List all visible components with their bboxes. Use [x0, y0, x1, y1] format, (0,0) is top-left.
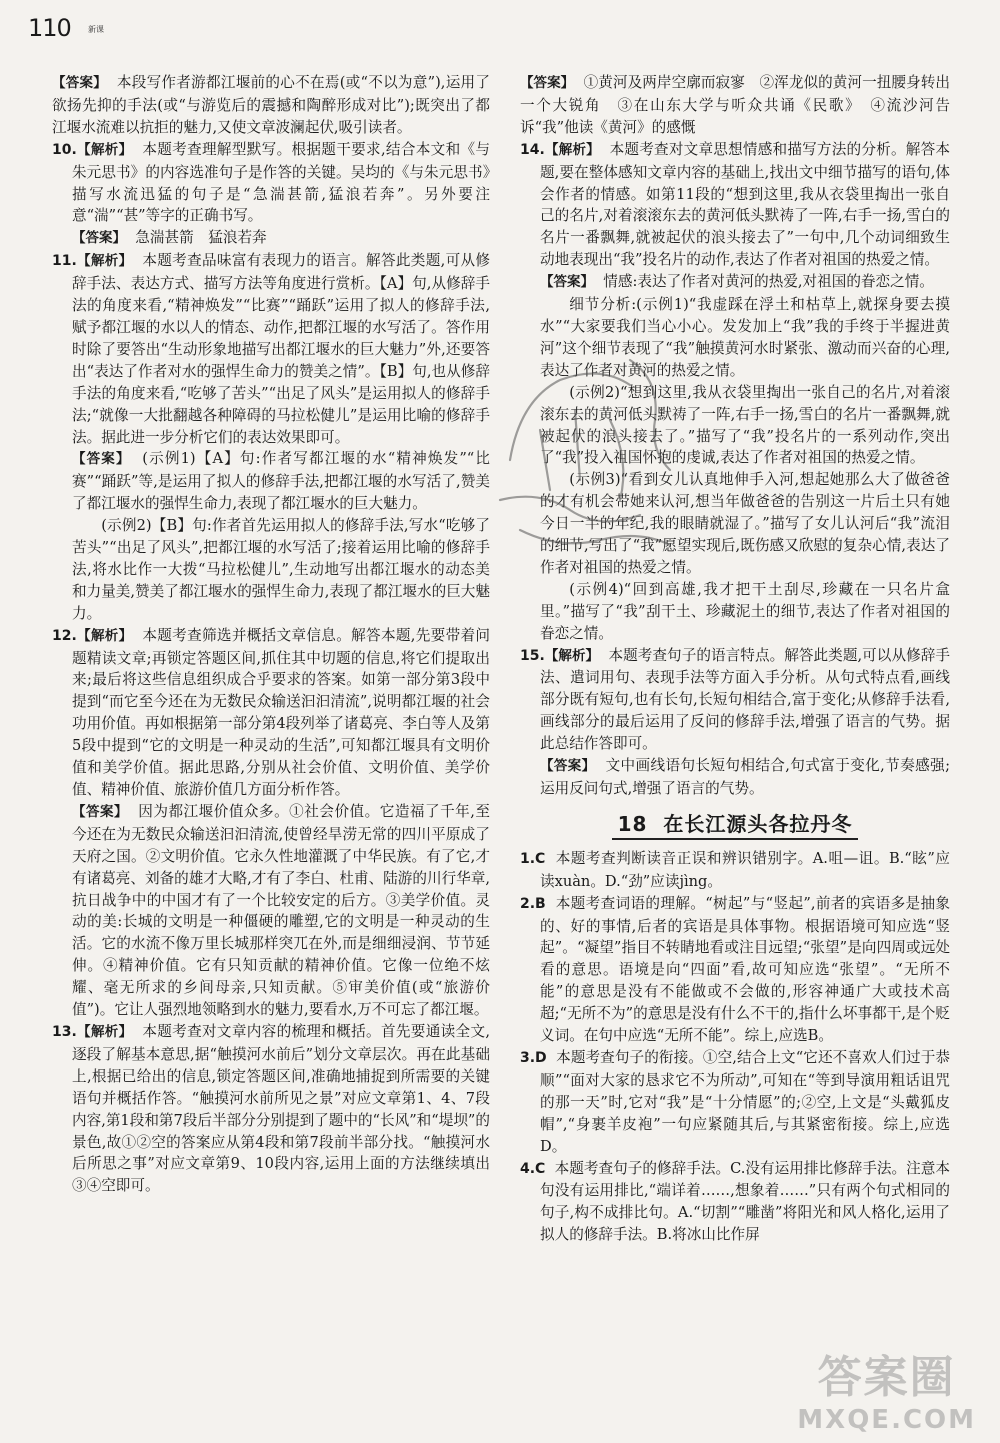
question-13	[52, 1021, 490, 1197]
section-title: 在长江源头各拉丹冬	[663, 811, 853, 836]
answer-tag: 【答案】	[540, 274, 594, 291]
analysis-text: 本题考查理解型默写。根据题干要求,结合本文和《与朱元思书》的内容选准句子是作答的关键。吴均的《与朱元思书》描写水流迅猛的句子是“急湍甚箭,猛浪若奔”。另外要注意“湍”“甚”等字的正确书写。	[72, 140, 490, 225]
question-number: 1.C	[520, 850, 546, 867]
analysis-tag: 【解析】	[544, 647, 600, 664]
answer-example: (示例2)【B】句:作者首先运用拟人的修辞手法,写水“吃够了苦头”“出足了风头”,把都江堰的水写活了;接着运用比喻的修辞手法,将水比作一大拨“马拉松健儿”,生动地写出都江堰水的动态美和力量美,赞美了都江堰水的强悍生命力,表现了都江堰水的巨大魅力。	[72, 517, 490, 622]
question-number: 13.	[52, 1023, 77, 1040]
answer-text: 情感:表达了作者对黄河的热爱,对祖国的眷恋之情。	[603, 273, 934, 291]
question-number: 15.	[520, 647, 545, 664]
answer-text: 急湍甚箭 猛浪若奔	[135, 229, 267, 247]
section-heading	[520, 811, 950, 836]
analysis-tag: 【解析】	[544, 141, 600, 158]
question-number: 12.	[52, 627, 77, 644]
analysis-text: 本题考查筛选并概括文章信息。解答本题,先要带着问题精读文章;再锁定答题区间,抓住其中切题的信息,将它们提取出来;最后将这些信息组织成合乎要求的答案。如第一部分第3段中提到“而它至今还在为无数民众输送汩汩清流”,说明都江堰的社会功用价值。再如根据第一部分第4段列举了诸葛亮、李白等人及第5段中提到“它的文明是一种灵动的生活”,可知都江堰具有文明价值和美学价值。据此思路,分别从社会价值、文明价值、美学价值、精神价值、旅游价值几方面分析作答。	[72, 626, 490, 798]
left-column	[52, 72, 490, 1197]
page-number: 110	[28, 14, 71, 42]
answer-text: 文中画线语句长短句相结合,句式富于变化,节奏感强;运用反问句式,增强了语言的气势。	[540, 757, 950, 797]
analysis-text: 本题考查品味富有表现力的语言。解答此类题,可从修辞手法、表达方式、描写方法等角度进行赏析。【A】句,从修辞手法的角度来看,“精神焕发”“比赛”“踊跃”运用了拟人的修辞手法,赋予都江堰的水以人的情态、动作,把都江堰的水写活了。答作用时除了要答出“生动形象地描写出都江堰水的巨大魅力”外,还要答出“表达了作者对水的强悍生命力的赞美之情”。【B】句,也从修辞手法的角度来看,“吃够了苦头”“出足了风头”是运用拟人的修辞手法;“就像一大批翻越各种障碍的马拉松健儿”是运用比喻的修辞手法。据此进一步分析它们的表达效果即可。	[72, 252, 490, 446]
answer-tag: 【答案】	[520, 75, 575, 91]
question-number: 11.	[52, 253, 77, 270]
answer-text: 因为都江堰价值众多。①社会价值。它造福了千年,至今还在为无数民众输送汩汩清流,使曾经旱涝无常的四川平原成了天府之国。②文明价值。它永久性地灌溉了中华民族。有了它,才有诸葛亮、刘备的雄才大略,才有了李白、杜甫、陆游的川行华章,抗日战争中的中国才有了一个比较安定的后方。③美学价值。灵动的美:长城的文明是一种僵硬的雕塑,它的文明是一种灵动的生活。它的水流不像万里长城那样突兀在外,而是细细浸润、节节延伸。④精神价值。它有只知贡献的精神价值。它像一位绝不炫耀、毫无所求的乡间母亲,只知贡献。⑤审美价值(或“旅游价值”)。它让人强烈地领略到水的魅力,要看水,万不可忘了都江堰。	[72, 802, 491, 1019]
section-question-1	[520, 848, 950, 893]
analysis-tag: 【解析】	[76, 253, 133, 270]
analysis-text: 本题考查句子的语言特点。解答此类题,可以从修辞手法、遣词用句、表现手法等方面入手分析。从句式特点看,画线部分既有短句,也有长句,长短句相结合,富于变化;从修辞手法看,画线部分的最后运用了反问的修辞手法,增强了语言的气势。据此总结作答即可。	[540, 646, 950, 753]
answer-example: (示例2)“想到这里,我从衣袋里掏出一张自己的名片,对着滚滚东去的黄河低头默祷了一阵,右手一扬,雪白的名片一番飘舞,就被起伏的浪头接去了。”描写了“我”投名片的一系列动作,突出了“我”投入祖国怀抱的虔诚,表达了作者对祖国的热爱之情。	[540, 383, 950, 467]
answer-tag: 【答案】	[72, 803, 128, 820]
question-14	[520, 139, 950, 645]
watermark-logo-text: 答案圈	[817, 1352, 956, 1403]
analysis-text: 本题考查词语的理解。“树起”与“竖起”,前者的宾语多是抽象的、好的事情,后者的宾语是具体事物。根据语境可知应选“竖起”。“凝望”指目不转睛地看或注目远望;“张望”是向四周或远处看的意思。语境是向“四面”看,故可知应选“张望”。“无所不能”的意思是没有不能做或不会做的,形容神通广大或技术高超;“无所不为”的意思是没有什么不干的,指什么坏事都干,是个贬义词。在句中应选“无所不能”。综上,应选B。	[540, 894, 951, 1045]
question-number: 10.	[52, 141, 77, 158]
section-question-4	[520, 1158, 950, 1247]
analysis-text: 本题考查句子的修辞手法。C.没有运用排比修辞手法。注意本句没有运用排比,“端详着……,想象着……”只有两个句式相同的句子,构不成排比句。A.“切割”“雕凿”将阳光和风人格化,运用了拟人的修辞手法。B.将冰山比作屏	[540, 1159, 950, 1244]
right-column	[520, 72, 950, 1246]
question-12	[52, 625, 490, 1021]
answer-tag: 【答案】	[72, 451, 131, 468]
answer-example: 细节分析:(示例1)“我虚踩在浮土和枯草上,就探身要去摸水”“大家要我们当心小心。发发加上“我”我的手终于半握进黄河”这个细节表现了“我”触摸黄河水时紧张、激动而兴奋的心理,表达了作者对黄河的热爱之情。	[540, 296, 950, 379]
question-number: 2.B	[520, 895, 546, 912]
answer-text: 本段写作者游都江堰前的心不在焉(或“不以为意”),运用了欲扬先抑的手法(或“与游览后的震撼和陶醉形成对比”);既突出了都江堰水流难以抗拒的魅力,又使文章波澜起伏,吸引读者。	[52, 74, 491, 136]
analysis-text: 本题考查句子的衔接。①空,结合上文“它还不喜欢人们过于恭顺”“面对大家的恳求它不为所动”,可知在“等到导演用粗话诅咒的那一天”时,它对“我”是“十分情愿”的;②空,上文是“头戴狐皮帽”,“身裹羊皮袍”一句应紧随其后,与其紧密衔接。综上,应选D。	[540, 1048, 950, 1155]
analysis-text: 本题考查对文章思想情感和描写方法的分析。解答本题,要在整体感知文章内容的基础上,找出文中细节描写的语句,体会作者的情感。如第11段的“想到这里,我从衣袋里掏出一张自己的名片,对着滚滚东去的黄河低头默祷了一阵,右手一扬,雪白的名片一番飘舞,就被起伏的浪头接去了”一句中,几个动词细致生动地表现出“我”投名片的动作,表达了作者对祖国的热爱之情。	[540, 140, 950, 269]
question-number: 3.D	[520, 1049, 547, 1066]
watermark	[797, 1341, 976, 1435]
answer-text: ①黄河及两岸空廓而寂寥 ②浑龙似的黄河一扭腰身转出一个大锐角 ③在山东大学与听众共诵《民歌》 ④流沙河告诉“我”他读《黄河》的感慨	[520, 74, 950, 136]
analysis-tag: 【解析】	[76, 1023, 133, 1040]
section-number: 18	[617, 811, 648, 836]
section-question-3	[520, 1047, 950, 1158]
answer-tag: 【答案】	[72, 230, 126, 247]
answer-block	[52, 72, 490, 139]
answer-tag: 【答案】	[52, 75, 108, 91]
analysis-tag: 【解析】	[76, 627, 133, 644]
answer-13	[520, 72, 950, 139]
question-number: 14.	[520, 141, 545, 158]
analysis-text: 本题考查判断读音正误和辨识错别字。A.咀—诅。B.“眩”应读xuàn。D.“劲”应读jìng。	[540, 849, 951, 890]
question-number: 4.C	[520, 1160, 546, 1177]
analysis-text: 本题考查对文章内容的梳理和概括。首先要通读全文,逐段了解基本意思,据“触摸河水前后”划分文章层次。再在此基础上,根据已给出的信息,锁定答题区间,准确地捕捉到所需要的关键语句并概括作答。“触摸河水前所见之景”对应文章第1、4、7段内容,第1段和第7段后半部分分别提到了题中的“长风”和“堤坝”的景色,故①②空的答案应从第4段和第7段前半部分找。“触摸河水后所思之事”对应文章第9、10段内容,运用上面的方法继续填出③④空即可。	[72, 1022, 490, 1195]
section-question-2	[520, 893, 950, 1047]
watermark-url: MXQE.COM	[797, 1405, 976, 1435]
question-10	[52, 139, 490, 251]
answer-text: (示例1)【A】句:作者写都江堰的水“精神焕发”“比赛”“踊跃”等,是运用了拟人的修辞手法,把都江堰的水写活了,赞美了都江堰水的强悍生命力,表现了都江堰水的巨大魅力。	[72, 450, 490, 513]
page-tag: 新课	[88, 25, 104, 34]
answer-example: (示例4)“回到高雄,我才把干土刮尽,珍藏在一只名片盒里。”描写了“我”刮干土、珍藏泥土的细节,表达了作者对祖国的眷恋之情。	[540, 580, 950, 642]
answer-example: (示例3)“看到女儿认真地伸手入河,想起她那么大了做爸爸的才有机会带她来认河,想当年做爸爸的告别这一片后土只有她今日一半的年纪,我的眼睛就湿了。”描写了女儿认河后“我”流泪的细节,写出了“我”愿望实现后,既伤感又欣慰的复杂心情,表达了作者对祖国的热爱之情。	[540, 471, 950, 576]
answer-tag: 【答案】	[540, 758, 596, 775]
analysis-tag: 【解析】	[76, 141, 133, 158]
question-15	[520, 645, 950, 800]
question-11	[52, 250, 490, 624]
